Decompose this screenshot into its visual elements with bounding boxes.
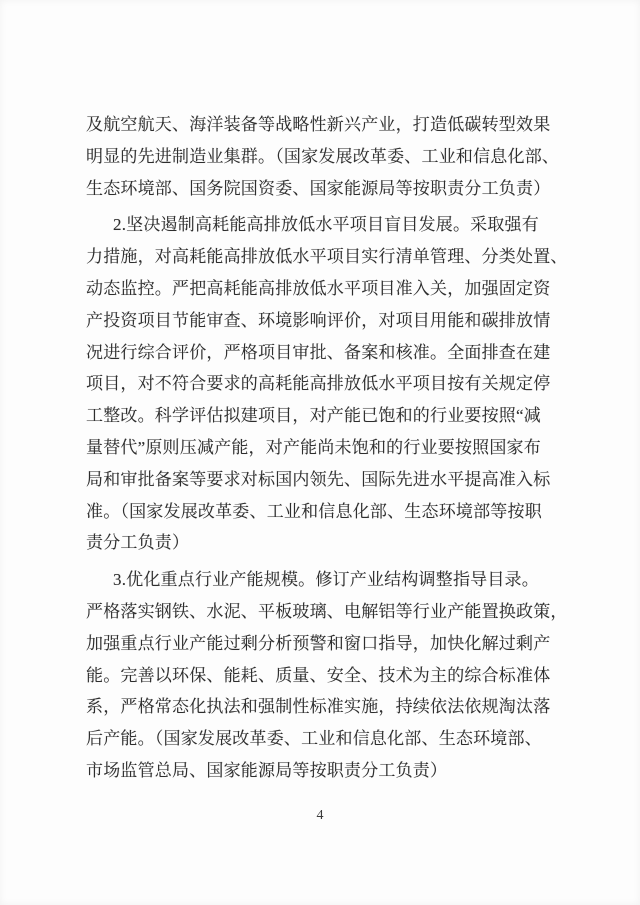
- text-line: 后产能。（国家发展改革委、工业和信息化部、生态环境部、: [86, 729, 542, 749]
- text-line: 准。（国家发展改革委、工业和信息化部、生态环境部等按职: [86, 501, 542, 521]
- text-line: 产投资项目节能审查、环境影响评价，对项目用能和碳排放情: [86, 310, 551, 330]
- text-line: 生态环境部、国务院国资委、国家能源局等按职责分工负责）: [86, 178, 551, 198]
- text-line: 及航空航天、海洋装备等战略性新兴产业，打造低碳转型效果: [86, 115, 551, 134]
- paragraph-item-2: [86, 209, 568, 559]
- text-line: 局和审批备案等要求对标国内领先、国际先进水平提高准入标: [86, 469, 551, 489]
- text-line: 责分工负责）: [86, 533, 190, 553]
- text-line: 严格落实钢铁、水泥、平板玻璃、电解铝等行业产能置换政策，: [86, 601, 568, 621]
- text-line: 量替代”原则压减产能，对产能尚未饱和的行业要按照国家布: [86, 437, 541, 457]
- text-line: 3.优化重点行业产能规模。修订产业结构调整指导目录。: [113, 570, 539, 590]
- text-line: 2.坚决遏制高耗能高排放低水平项目盲目发展。采取强有: [113, 215, 539, 235]
- text-line: 加强重点行业产能过剩分析预警和窗口指导，加快化解过剩产: [86, 633, 551, 653]
- text-line: 工整改。科学评估拟建项目，对产能已饱和的行业要按照“减: [86, 406, 541, 426]
- text-line: 项目，对不符合要求的高耗能高排放低水平项目按有关规定停: [86, 374, 551, 394]
- text-line: 能。完善以环保、能耗、质量、安全、技术为主的综合标准体: [86, 665, 551, 685]
- text-line: 市场监管总局、国家能源局等按职责分工负责）: [86, 760, 448, 780]
- text-line: 明显的先进制造业集群。（国家发展改革委、工业和信息化部、: [86, 146, 560, 166]
- paragraph-item-3: [86, 564, 568, 787]
- paragraph-continuation: [86, 109, 559, 204]
- page-number: 4: [316, 808, 324, 823]
- text-line: 系，严格常态化执法和强制性标准实施，持续依法依规淘汰落: [86, 697, 551, 717]
- document-body: [86, 109, 568, 787]
- text-line: 力措施，对高耗能高排放低水平项目实行清单管理、分类处置、: [86, 247, 568, 267]
- text-line: 况进行综合评价，严格项目审批、备案和核准。全面排查在建: [86, 342, 551, 362]
- text-line: 动态监控。严把高耗能高排放低水平项目准入关，加强固定资: [86, 278, 551, 298]
